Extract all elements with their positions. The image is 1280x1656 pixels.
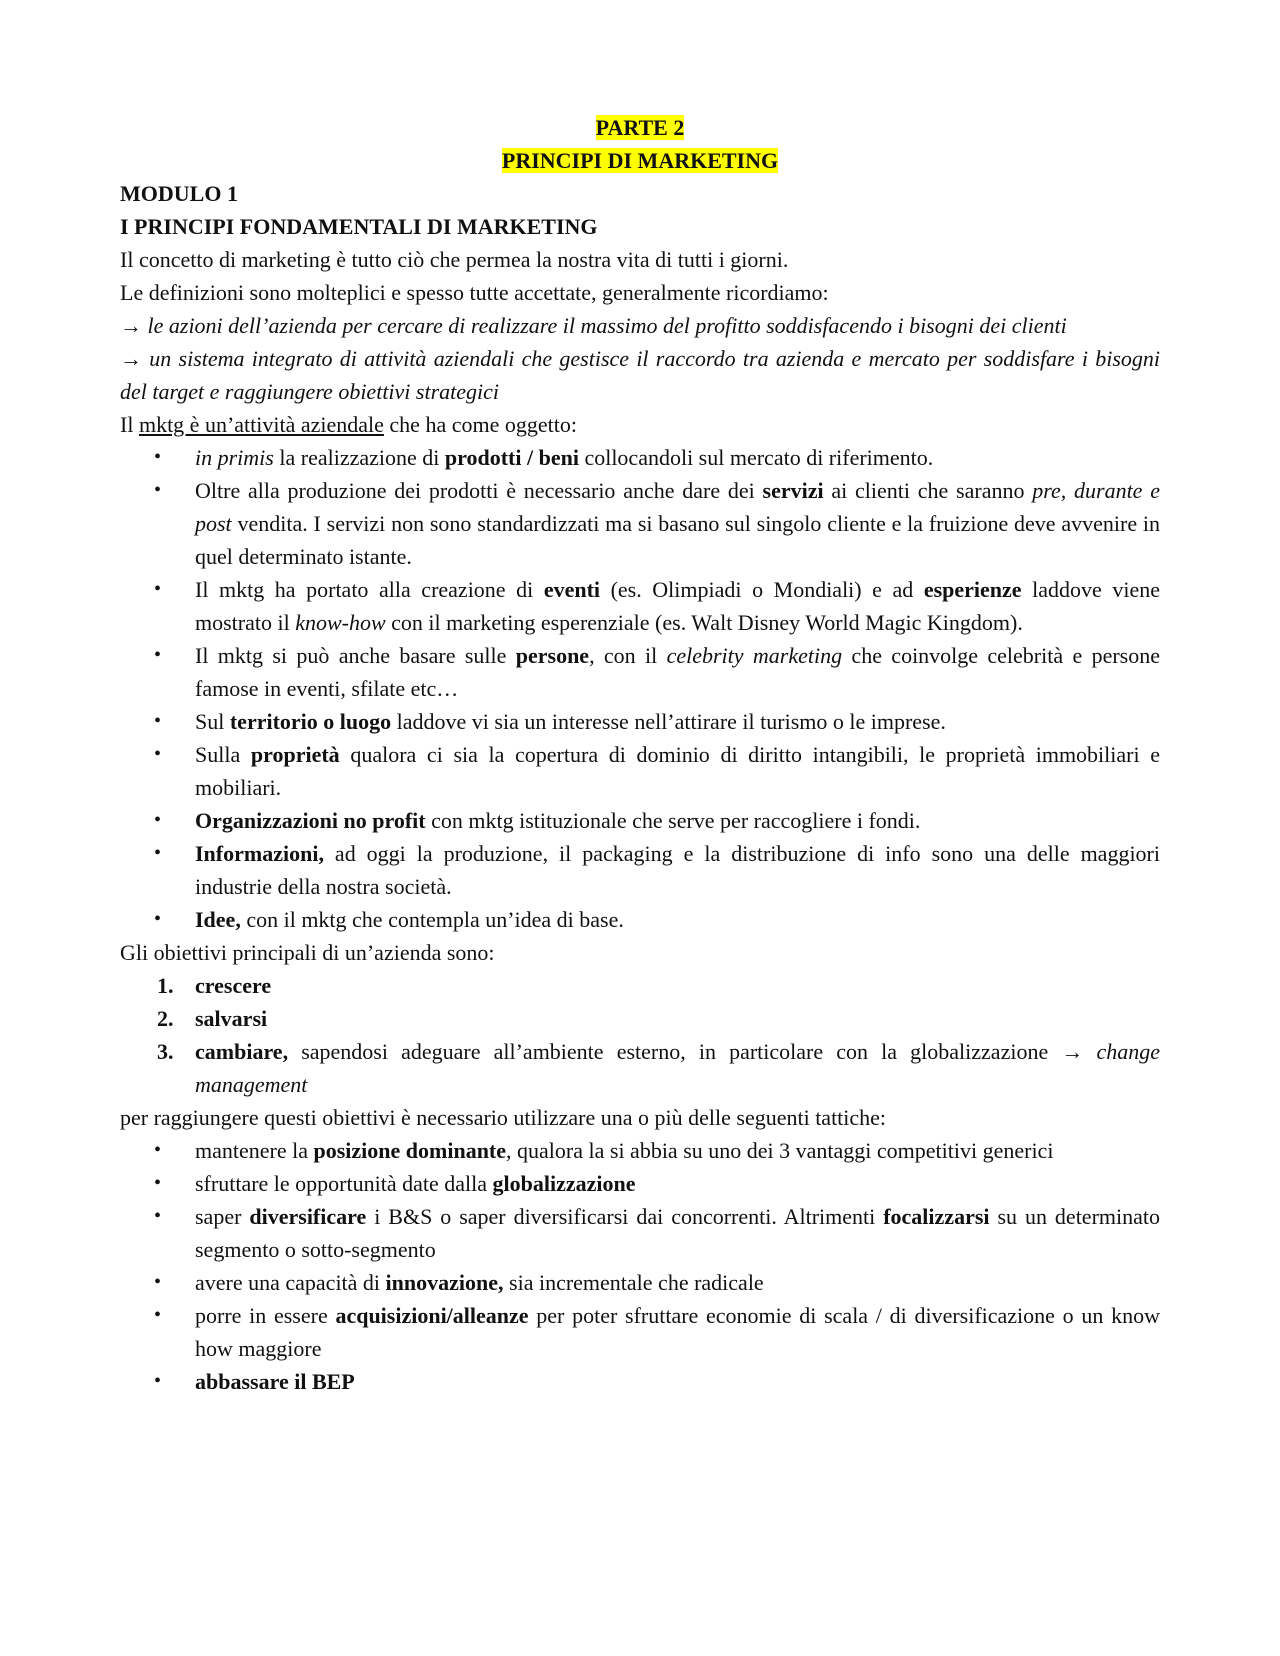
list-item: • Oltre alla produzione dei prodotti è necessario anche dare dei servizi ai clienti che saranno pre, durante e post vendita. I servizi non sono standardizzati ma si basano sul singolo cliente e la fruizione deve avvenire in quel determinato istante.	[120, 474, 1160, 573]
bullet-icon: •	[154, 1370, 162, 1392]
bullet-icon: •	[154, 1139, 162, 1161]
part-title-heading	[120, 144, 1160, 177]
intro-paragraph-1: Il concetto di marketing è tutto ciò che permea la nostra vita di tutti i giorni.	[120, 247, 789, 272]
goals-list	[120, 969, 1160, 1101]
list-item: 1. crescere	[120, 969, 1160, 1002]
intro-paragraph-2: Le definizioni sono molteplici e spesso tutte accettate, generalmente ricordiamo:	[120, 280, 829, 305]
list-item: 2. salvarsi	[120, 1002, 1160, 1035]
bullet-icon: •	[154, 842, 162, 864]
list-number: 2.	[157, 1006, 174, 1031]
list-item: • abbassare il BEP	[120, 1365, 1160, 1398]
object-intro-underlined: mktg è un’attività aziendale	[138, 412, 384, 437]
list-item: • Il mktg si può anche basare sulle persone, con il celebrity marketing che coinvolge celebrità e persone famose in eventi, sfilate etc…	[120, 639, 1160, 705]
bullet-icon: •	[154, 578, 162, 600]
bullet-icon: •	[154, 479, 162, 501]
bullet-icon: •	[154, 710, 162, 732]
bullet-icon: •	[154, 1172, 162, 1194]
list-number: 3.	[157, 1039, 174, 1064]
definition-2: → un sistema integrato di attività aziendali che gestisce il raccordo tra azienda e mercato per soddisfare i bisogni del target e raggiungere obiettivi strategici	[120, 346, 1160, 404]
bullet-icon: •	[154, 644, 162, 666]
list-item: • Il mktg ha portato alla creazione di eventi (es. Olimpiadi o Mondiali) e ad esperienze laddove viene mostrato il know-how con il marketing esperenziale (es. Walt Disney World Magic Kingdom).	[120, 573, 1160, 639]
list-item: • mantenere la posizione dominante, qualora la si abbia su uno dei 3 vantaggi competitivi generici	[120, 1134, 1160, 1167]
tactics-list	[120, 1134, 1160, 1398]
list-item: • Idee, con il mktg che contempla un’idea di base.	[120, 903, 1160, 936]
bullet-icon: •	[154, 743, 162, 765]
goals-intro: Gli obiettivi principali di un’azienda sono:	[120, 940, 495, 965]
list-number: 1.	[157, 973, 174, 998]
bullet-icon: •	[154, 1205, 162, 1227]
part-title: PRINCIPI DI MARKETING	[501, 148, 779, 173]
list-item: • Organizzazioni no profit con mktg istituzionale che serve per raccogliere i fondi.	[120, 804, 1160, 837]
list-item: • Sulla proprietà qualora ci sia la copertura di dominio di diritto intangibili, le proprietà immobiliari e mobiliari.	[120, 738, 1160, 804]
bullet-icon: •	[154, 809, 162, 831]
bullet-icon: •	[154, 1304, 162, 1326]
tactics-intro: per raggiungere questi obiettivi è necessario utilizzare una o più delle seguenti tattiche:	[120, 1105, 887, 1130]
object-intro	[120, 408, 1160, 441]
list-item: • Sul territorio o luogo laddove vi sia un interesse nell’attirare il turismo o le imprese.	[120, 705, 1160, 738]
list-item: • in primis la realizzazione di prodotti / beni collocandoli sul mercato di riferimento.	[120, 441, 1160, 474]
bullet-icon: •	[154, 908, 162, 930]
list-item: 3. cambiare, sapendosi adeguare all’ambiente esterno, in particolare con la globalizzazione → change management	[120, 1035, 1160, 1101]
list-item: • porre in essere acquisizioni/alleanze per poter sfruttare economie di scala / di diversificazione o un know how maggiore	[120, 1299, 1160, 1365]
object-intro-suffix: che ha come oggetto:	[383, 412, 577, 437]
module-title: I PRINCIPI FONDAMENTALI DI MARKETING	[120, 214, 598, 239]
list-item: • avere una capacità di innovazione, sia incrementale che radicale	[120, 1266, 1160, 1299]
definition-1: → le azioni dell’azienda per cercare di realizzare il massimo del profitto soddisfacendo i bisogni dei clienti	[120, 313, 1067, 338]
part-label: PARTE 2	[595, 115, 685, 140]
objects-list	[120, 441, 1160, 936]
bullet-icon: •	[154, 1271, 162, 1293]
module-label: MODULO 1	[120, 181, 238, 206]
bullet-icon: •	[154, 446, 162, 468]
object-intro-prefix: Il	[120, 412, 139, 437]
list-item: • saper diversificare i B&S o saper diversificarsi dai concorrenti. Altrimenti focalizzarsi su un determinato segmento o sotto-segmento	[120, 1200, 1160, 1266]
part-heading	[120, 111, 1160, 144]
list-item: • sfruttare le opportunità date dalla globalizzazione	[120, 1167, 1160, 1200]
list-item: • Informazioni, ad oggi la produzione, il packaging e la distribuzione di info sono una delle maggiori industrie della nostra società.	[120, 837, 1160, 903]
